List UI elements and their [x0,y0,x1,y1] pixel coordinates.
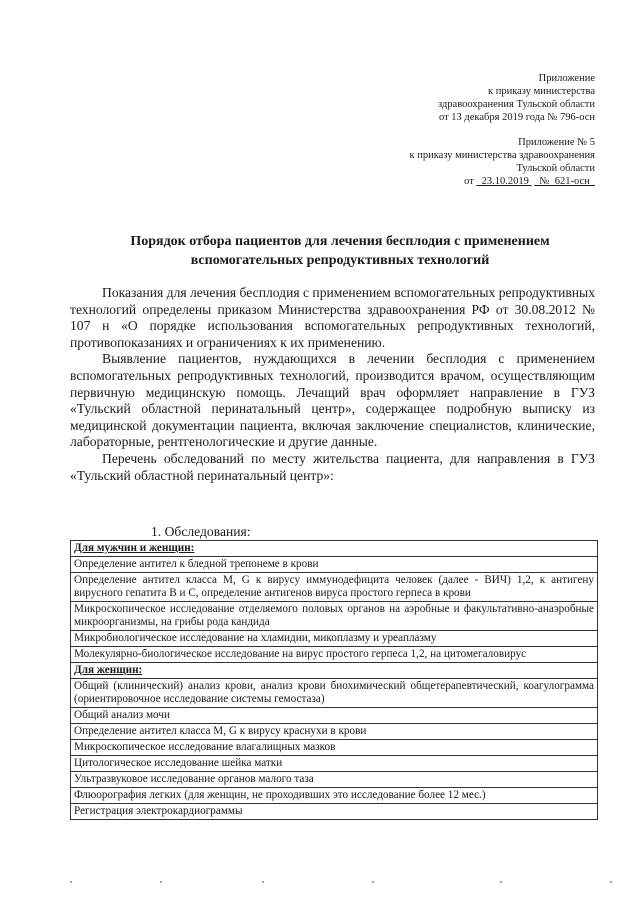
appendix-label: Приложение [538,73,595,84]
table-row [71,708,598,724]
appendix-5-order-ref: к приказу министерства здравоохранения [409,150,595,161]
examinations-table [70,540,598,820]
appendix-order-ref: к приказу министерства [487,86,595,97]
exam-cell: Микробиологическое исследование на хламидии, микоплазму и уреаплазму [71,631,598,647]
title-line-1: Порядок отбора пациентов для лечения бесплодия с применением [130,234,550,249]
body-text [70,285,595,484]
table-row [71,602,598,631]
table-section-header [71,663,598,679]
appendix-5-date-number [410,175,595,188]
appendix-header-1 [438,72,595,124]
document-title [70,232,610,270]
exam-cell: Регистрация электрокардиограммы [71,804,598,820]
exam-cell: Общий (клинический) анализ крови, анализ крови биохимический общетерапевтический, коагулограмма (ориентировочное исследование системы гемостаза) [71,679,598,708]
appendix-5-label: Приложение № 5 [518,137,595,148]
table-row [71,557,598,573]
table-row [71,647,598,663]
order-date: 23.10.2019 [481,176,529,187]
section-header-cell: Для женщин: [71,663,598,679]
exam-cell: Определение антител к бледной трепонеме в крови [71,557,598,573]
list-item-examinations: 1. Обследования: [151,524,251,539]
exam-cell: Определение антител класса M, G к вирусу иммунодефицита человек (далее - ВИЧ) 1,2, к антигену вирусного гепатита B и C, определение антигенов вируса простого герпеса в крови [71,573,598,602]
exam-cell: Молекулярно-биологическое исследование на вирус простого герпеса 1,2, на цитомегаловирус [71,647,598,663]
order-number: № 621-осн [539,176,590,187]
appendix-header-2 [410,136,595,188]
exam-cell: Цитологическое исследование шейка матки [71,756,598,772]
table-section-header [71,541,598,557]
scan-specks [0,881,640,887]
table-row [71,772,598,788]
exam-cell: Флюорография легких (для женщин, не проходивших это исследование более 12 мес.) [71,788,598,804]
table-row [71,788,598,804]
exam-cell: Общий анализ мочи [71,708,598,724]
exam-cell: Ультразвуковое исследование органов малого таза [71,772,598,788]
paragraph-exam-list-intro: Перечень обследований по месту жительства пациента, для направления в ГУЗ «Тульский областной перинатальный центр»: [70,450,595,483]
exam-cell: Микроскопическое исследование отделяемого половых органов на аэробные и факультативно-анаэробные микроорганизмы, на грибы рода кандида [71,602,598,631]
paragraph-indications: Показания для лечения бесплодия с применением вспомогательных репродуктивных технологий определены приказом Министерства здравоохранения РФ от 30.08.2012 № 107 н «О порядке использования вспомогательных репродуктивных технологий, противопоказаниях и ограничениях к их применению. [70,285,595,350]
table-row [71,573,598,602]
title-line-2: вспомогательных репродуктивных технологий [190,253,490,268]
table-row [71,804,598,820]
table-row [71,756,598,772]
appendix-date-number: от 13 декабря 2019 года № 796-осн [438,112,595,123]
appendix-ministry: здравоохранения Тульской области [438,99,595,110]
exam-cell: Микроскопическое исследование влагалищных мазков [71,740,598,756]
section-header-cell: Для мужчин и женщин: [71,541,598,557]
table-row [71,679,598,708]
table-row [71,724,598,740]
appendix-5-region: Тульской области [516,163,595,174]
table-row [71,631,598,647]
table-row [71,740,598,756]
paragraph-identification: Выявление пациентов, нуждающихся в лечении бесплодия с применением вспомогательных репродуктивных технологий, производится врачом, осуществляющим первичную медицинскую помощь. Лечащий врач оформляет направление в ГУЗ «Тульский областной перинатальный центр», содержащее подробную выписку из медицинской документации пациента, включая заключение специалистов, клинические, лабораторные, рентгенологические и другие данные. [70,351,595,450]
from-label: от [464,176,474,187]
exam-cell: Определение антител класса M, G к вирусу краснухи в крови [71,724,598,740]
